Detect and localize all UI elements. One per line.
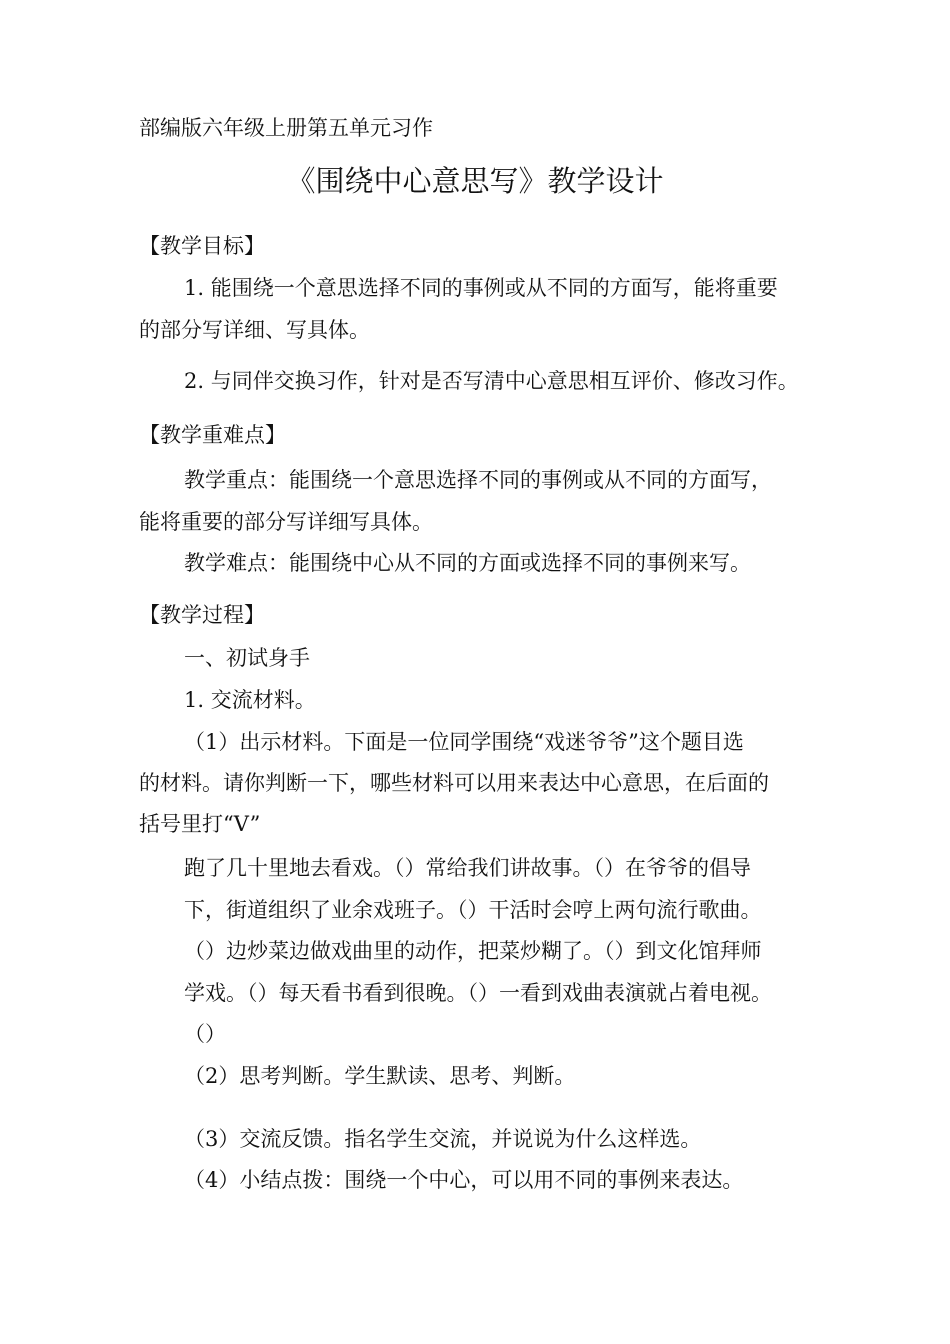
goal-item-2: 2. 与同伴交换习作，针对是否写清中心意思相互评价、修改习作。 (184, 369, 799, 393)
focus-line-1: 教学重点：能围绕一个意思选择不同的事例或从不同的方面写， (184, 468, 772, 492)
process-part-1: 一、初试身手 (184, 646, 310, 670)
document-title: 《围绕中心意思写》教学设计 (286, 164, 664, 198)
material-line-3: （）边炒菜边做戏曲里的动作，把菜炒糊了。（）到文化馆拜师 (184, 939, 762, 963)
difficulty-line: 教学难点：能围绕中心从不同的方面或选择不同的事例来写。 (184, 551, 751, 575)
focus-line-2: 能将重要的部分写详细写具体。 (139, 510, 433, 534)
material-line-5: （） (184, 1022, 226, 1046)
substep-3: （3）交流反馈。指名学生交流，并说说为什么这样选。 (184, 1127, 702, 1151)
substep-1-line-3: 括号里打“V” (139, 812, 261, 836)
section-heading-goals: 【教学目标】 (139, 234, 265, 258)
goal-item-1-line-2: 的部分写详细、写具体。 (139, 318, 370, 342)
material-line-1: 跑了几十里地去看戏。（）常给我们讲故事。（）在爷爷的倡导 (184, 856, 751, 880)
section-heading-keypoints: 【教学重难点】 (139, 423, 286, 447)
material-line-2: 下，街道组织了业余戏班子。（）干活时会哼上两句流行歌曲。 (184, 898, 762, 922)
material-line-4: 学戏。（）每天看书看到很晚。（）一看到戏曲表演就占着电视。 (184, 981, 772, 1005)
section-heading-process: 【教学过程】 (139, 603, 265, 627)
substep-2: （2）思考判断。学生默读、思考、判断。 (184, 1064, 576, 1088)
goal-item-1-line-1: 1. 能围绕一个意思选择不同的事例或从不同的方面写，能将重要 (184, 276, 778, 300)
substep-4: （4）小结点拨：围绕一个中心，可以用不同的事例来表达。 (184, 1168, 744, 1192)
substep-1-line-1: （1）出示材料。下面是一位同学围绕“戏迷爷爷”这个题目选 (184, 730, 744, 754)
document-subtitle: 部编版六年级上册第五单元习作 (139, 116, 433, 140)
substep-1-line-2: 的材料。请你判断一下，哪些材料可以用来表达中心意思，在后面的 (139, 771, 769, 795)
process-step-1: 1. 交流材料。 (184, 688, 316, 712)
